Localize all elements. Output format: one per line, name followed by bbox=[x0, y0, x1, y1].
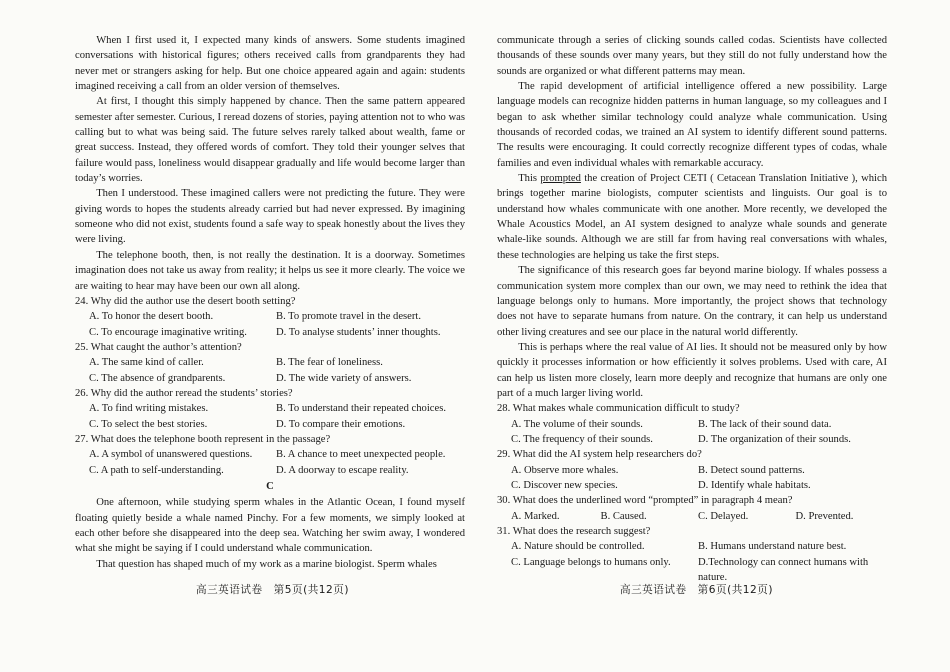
answer-options-row bbox=[75, 401, 465, 416]
paragraph-text: This is perhaps where the real value of AI lies. It should not be measured only by how quickly it processes information or how efficiently it solves problems. Used with care, AI can help us listen more closely, learn more deeply and recognize that humans are only one part of a much larger living world. bbox=[497, 341, 887, 399]
answer-option: B. A chance to meet unexpected people. bbox=[276, 449, 446, 461]
question-stem: 29. What did the AI system help researchers do? bbox=[497, 449, 702, 461]
answer-options-row bbox=[497, 417, 887, 432]
page-footer-right: 高三英语试卷 第6页(共12页) bbox=[620, 584, 774, 596]
answer-option: C. A path to self-understanding. bbox=[89, 464, 224, 476]
answer-options-row bbox=[497, 509, 887, 524]
answer-options-row bbox=[75, 463, 465, 478]
answer-option: D. To compare their emotions. bbox=[276, 418, 406, 430]
paragraph-text: The rapid development of artificial intelligence offered a new possibility. Large language models can recognize hidden patterns in human language, so my colleagues and I began to ask whether similar technology could analyze whale communication. Using thousands of recorded codas, we trained an AI system to identify different sound patterns. The results were encouraging. It could correctly recognize different types of codas, whale families and even individual whales with remarkable accuracy. bbox=[497, 81, 887, 169]
passage-paragraph: The telephone booth, then, is not really the destination. It is a doorway. Sometimes imagination does not take us away from reality; it helps us see it more clearly. The voice we are waiting to hear may have been our own all along. bbox=[75, 249, 465, 292]
answer-option: A. Observe more whales. bbox=[511, 464, 619, 476]
answer-option: C. To encourage imaginative writing. bbox=[89, 326, 247, 338]
passage-paragraph: That question has shaped much of my work as a marine biologist. Sperm whales bbox=[96, 558, 437, 570]
answer-option: A. A symbol of unanswered questions. bbox=[89, 449, 253, 461]
answer-option: D. Prevented. bbox=[795, 510, 854, 522]
answer-option: D. A doorway to escape reality. bbox=[276, 464, 409, 476]
passage-paragraph bbox=[497, 263, 887, 340]
right-page-column bbox=[497, 33, 887, 585]
answer-option: B. Caused. bbox=[600, 510, 647, 522]
answer-option: D. The wide variety of answers. bbox=[276, 372, 412, 384]
answer-option: D.Technology can connect humans with nature. bbox=[698, 556, 869, 584]
passage-paragraph bbox=[497, 79, 887, 171]
answer-options-row bbox=[75, 309, 465, 324]
passage-paragraph bbox=[497, 171, 887, 263]
section-heading: C bbox=[266, 480, 274, 492]
question-stem: 30. What does the underlined word “prompted” in paragraph 4 mean? bbox=[497, 495, 793, 507]
answer-option: B. Detect sound patterns. bbox=[698, 464, 805, 476]
passage-paragraph: Then I understood. These imagined callers were not predicting the future. They were giving words to hopes the students already carried but had never expressed. By imagining someone who did not exist, students found a safe way to speak honestly about the lives they were living. bbox=[75, 188, 465, 246]
paragraph-text: This bbox=[518, 173, 541, 185]
answer-option: C. Discover new species. bbox=[511, 479, 618, 491]
page-footer-left: 高三英语试卷 第5页(共12页) bbox=[196, 584, 350, 596]
question-stem: 26. Why did the author reread the students’ stories? bbox=[75, 387, 293, 399]
answer-options-row bbox=[75, 417, 465, 432]
paragraph-text: The significance of this research goes far beyond marine biology. If whales possess a communication system more complex than our own, we may need to rethink the idea that language belongs only to humans. More importantly, the project shows that technology does not have to separate humans from nature. On the contrary, it can help us understand other living creatures and see our place in the natural world differently. bbox=[497, 265, 887, 338]
question-stem: 24. Why did the author use the desert booth setting? bbox=[75, 295, 296, 307]
answer-options-row bbox=[75, 355, 465, 370]
answer-option: D. Identify whale habitats. bbox=[698, 479, 811, 491]
question-stem: 28. What makes whale communication difficult to study? bbox=[497, 403, 740, 415]
paragraph-text: the creation of Project CETI ( Cetacean Translation Initiative ), which brings together marine biologists, computer scientists and linguists. Our goal is to understand how whales communicate with one another. More recently, we developed the Whale Acoustics Model, an AI system designed to analyze whale sounds and generate whale-like sounds. Although we are still far from having real conversations with whales, these technologies are helping us take the first steps. bbox=[497, 173, 888, 261]
answer-options-row bbox=[75, 447, 465, 462]
answer-option: A. The same kind of caller. bbox=[89, 357, 204, 369]
answer-option: C. Language belongs to humans only. bbox=[511, 556, 671, 568]
answer-option: B. To understand their repeated choices. bbox=[276, 403, 446, 415]
answer-option: C. The frequency of their sounds. bbox=[511, 433, 653, 445]
answer-options-row bbox=[497, 478, 887, 493]
answer-option: B. To promote travel in the desert. bbox=[276, 311, 421, 323]
underlined-word: prompted bbox=[540, 173, 581, 185]
answer-option: A. To find writing mistakes. bbox=[89, 403, 209, 415]
answer-options-row bbox=[497, 463, 887, 478]
question-stem: 31. What does the research suggest? bbox=[497, 526, 651, 537]
answer-option: C. To select the best stories. bbox=[89, 418, 208, 430]
answer-options-row bbox=[75, 371, 465, 386]
passage-paragraph: When I first used it, I expected many kinds of answers. Some students imagined conversations with historical figures; others received calls from grandparents they had never met or strangers asking for help. But one choice appeared again and again: students imagined receiving a call from an older version of themselves. bbox=[75, 35, 465, 93]
answer-option: B. The fear of loneliness. bbox=[276, 357, 383, 369]
answer-option: C. The absence of grandparents. bbox=[89, 372, 226, 384]
answer-option: A. Marked. bbox=[511, 510, 560, 522]
answer-option: A. The volume of their sounds. bbox=[511, 418, 643, 430]
paragraph-text: communicate through a series of clicking sounds called codas. Scientists have collected thousands of these sounds over many years, but they still do not fully understand how the sounds are organized or what different patterns may mean. bbox=[497, 35, 887, 77]
answer-option: D. The organization of their sounds. bbox=[698, 433, 851, 445]
answer-option: B. Humans understand nature best. bbox=[698, 541, 847, 553]
answer-option: B. The lack of their sound data. bbox=[698, 418, 832, 430]
answer-option: A. To honor the desert booth. bbox=[89, 311, 214, 323]
answer-option: A. Nature should be controlled. bbox=[511, 541, 645, 553]
answer-options-row bbox=[75, 325, 465, 340]
question-stem: 25. What caught the author’s attention? bbox=[75, 341, 242, 353]
question-stem: 27. What does the telephone booth represent in the passage? bbox=[75, 433, 331, 445]
passage-paragraph: One afternoon, while studying sperm whales in the Atlantic Ocean, I found myself floating quietly beside a whale named Pinchy. For a few moments, we simply looked at each other before she disappeared into the deep sea. Watching her swim away, I wondered what she might be saying if I could understand whale communication. bbox=[75, 497, 465, 555]
left-page-column bbox=[75, 33, 465, 572]
passage-paragraph: At first, I thought this simply happened by chance. Then the same pattern appeared semester after semester. Curious, I reread dozens of stories, paying attention not to who was calling but to what was being said. The future selves rarely talked about wealth, fame or great success. Instead, they offered words of comfort. They told their younger selves that failure would pass, loneliness would disappear gradually and life would become larger than today’s worries. bbox=[75, 96, 465, 185]
passage-paragraph bbox=[497, 33, 887, 79]
answer-option: D. To analyse students’ inner thoughts. bbox=[276, 326, 441, 338]
passage-paragraph bbox=[497, 340, 887, 401]
answer-options-row bbox=[497, 539, 887, 554]
answer-options-row bbox=[497, 555, 887, 586]
answer-option: C. Delayed. bbox=[698, 510, 749, 522]
answer-options-row bbox=[497, 432, 887, 447]
